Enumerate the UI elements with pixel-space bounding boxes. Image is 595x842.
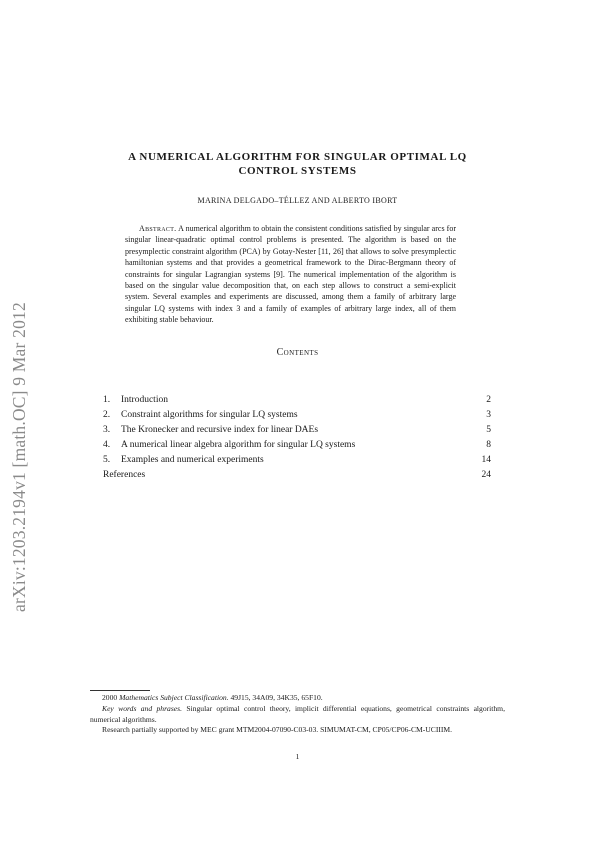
toc-entry[interactable] xyxy=(103,393,491,408)
title-line-1: A NUMERICAL ALGORITHM FOR SINGULAR OPTIMAL LQ xyxy=(128,151,467,163)
toc-entry[interactable] xyxy=(103,408,491,423)
table-of-contents xyxy=(103,393,491,483)
toc-entry-title: References xyxy=(103,470,146,480)
msc-codes: 49J15, 34A09, 34K35, 65F10. xyxy=(230,693,323,702)
msc-year: 2000 xyxy=(102,693,118,702)
toc-entry-page: 5 xyxy=(486,425,491,435)
keywords-label: Key words and phrases. xyxy=(102,703,183,713)
footnote-keywords xyxy=(90,704,505,726)
toc-entry-page: 14 xyxy=(481,455,491,465)
page-number: 1 xyxy=(295,752,300,761)
abstract-text: A numerical algorithm to obtain the consistent conditions satisfied by singular arcs for singular linear-quadratic optimal control problems is presented. The algorithm is based on the presymplectic constraint algorithm (PCA) by Gotay-Nester [11, 26] that allows to solve presymplectic hamiltonian systems and that provides a geometrical framework to the Dirac-Bergmann theory of constraints for singular Lagrangian systems [9]. The numerical implementation of the algorithm is based on the singular value decomposition that, on each step allows to construct a semi-explicit system. Several examples and experiments are discussed, among them a family of arbitrary large singular LQ systems with index 3 and a family of examples of arbitrary large index, all of them exhibiting stable behaviour. xyxy=(125,224,457,325)
footnote-msc xyxy=(90,693,505,704)
toc-entry-number: 4. xyxy=(103,440,111,450)
toc-entry-number: 3. xyxy=(103,425,111,435)
paper-title xyxy=(90,150,505,178)
toc-entry[interactable] xyxy=(103,453,491,468)
footnote-funding: Research partially supported by MEC grant MTM2004-07090-C03-03. SIMUMAT-CM, CP05/CP06-CM-UCIIIM. xyxy=(102,725,453,735)
toc-entry[interactable] xyxy=(103,438,491,453)
arxiv-identifier-stamp: arXiv:1203.2194v1 [math.OC] 9 Mar 2012 xyxy=(9,302,29,612)
author-list: MARINA DELGADO–TÉLLEZ AND ALBERTO IBORT xyxy=(197,196,398,205)
toc-entry-number: 5. xyxy=(103,455,111,465)
toc-entry-page: 8 xyxy=(486,440,491,450)
toc-entry-title: The Kronecker and recursive index for linear DAEs xyxy=(121,425,319,435)
toc-entry-title: Introduction xyxy=(121,395,168,405)
toc-entry-references[interactable] xyxy=(103,468,491,483)
toc-entry-number: 1. xyxy=(103,395,111,405)
toc-entry-page: 24 xyxy=(481,470,491,480)
toc-entry-page: 2 xyxy=(486,395,491,405)
abstract-label: Abstract. xyxy=(139,224,177,233)
title-line-2: CONTROL SYSTEMS xyxy=(238,165,357,177)
toc-entry-title: Constraint algorithms for singular LQ systems xyxy=(121,410,298,420)
msc-label: Mathematics Subject Classification. xyxy=(119,693,229,702)
toc-entry-page: 3 xyxy=(486,410,491,420)
contents-heading: Contents xyxy=(276,347,319,358)
footnote-separator xyxy=(90,690,150,691)
footnotes-block xyxy=(90,693,505,736)
toc-entry[interactable] xyxy=(103,423,491,438)
abstract-block xyxy=(125,223,456,326)
toc-entry-title: Examples and numerical experiments xyxy=(121,455,264,465)
keywords-text: Singular optimal control theory, implicit differential equations, geometrical constraints algorithm, numerical algorithms. xyxy=(90,703,505,724)
toc-entry-title: A numerical linear algebra algorithm for singular LQ systems xyxy=(121,440,356,450)
toc-entry-number: 2. xyxy=(103,410,111,420)
